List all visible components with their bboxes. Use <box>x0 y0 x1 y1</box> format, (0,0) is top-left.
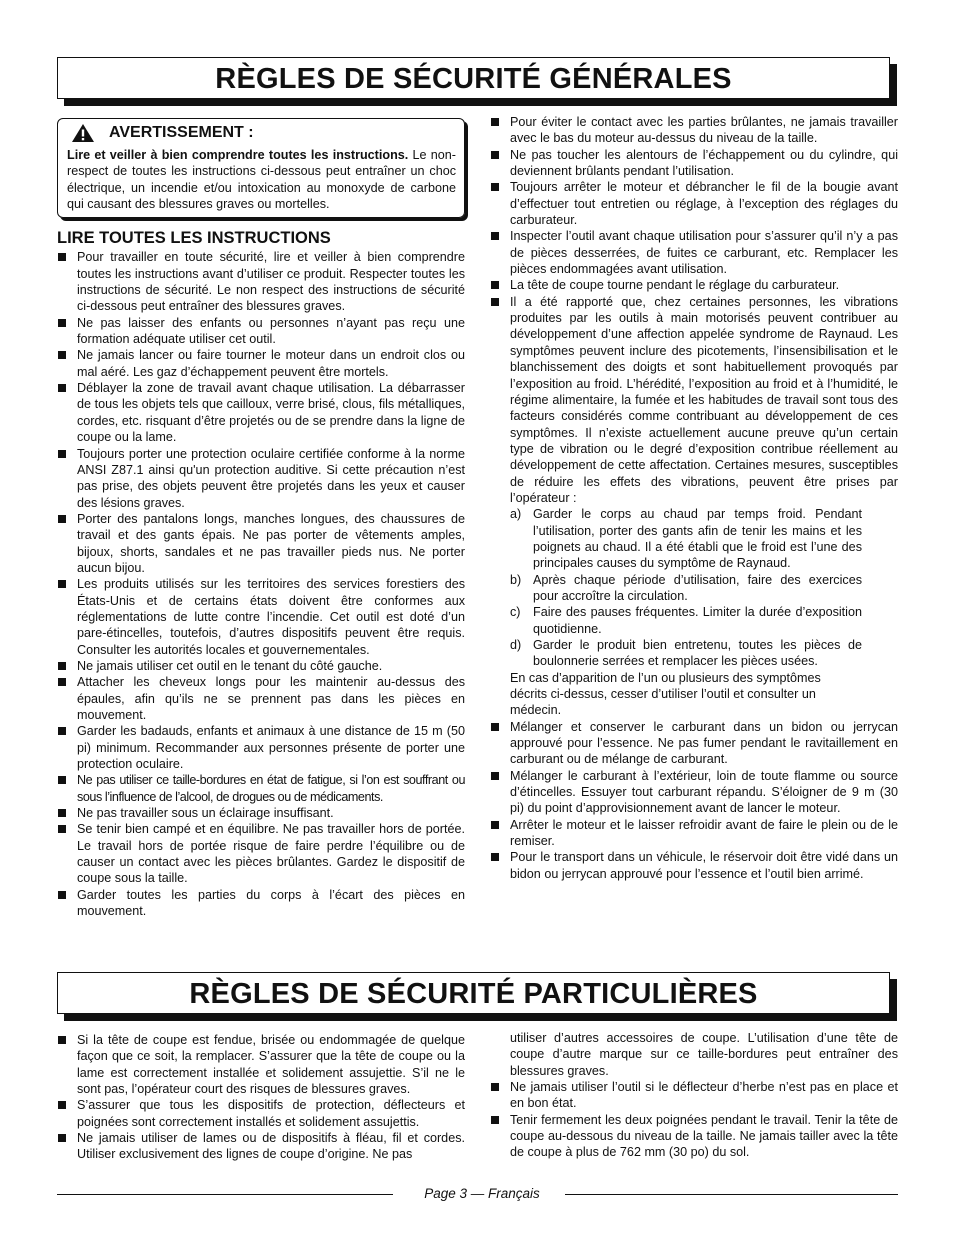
raynaud-measures-list <box>510 506 898 669</box>
list-item: Pour le transport dans un véhicule, le réservoir doit être vidé dans un bidon ou jerrycan approuvé pour l’essence et l’outil bien arrimé. <box>490 849 898 882</box>
list-item: Toujours arrêter le moteur et débrancher le fil de la bougie avant d’effectuer tout entretien ou réglage, à l’exception des réglages du carburateur. <box>490 179 898 228</box>
list-item: Ne jamais utiliser l’outil si le déflecteur d’herbe n’est pas en place et en bon état. <box>490 1079 898 1112</box>
measure-letter: a) <box>510 507 522 522</box>
measure-text: Garder le produit bien entretenu, toutes les pièces de boulonnerie serrées et remplacer les pièces usées. <box>533 638 862 669</box>
list-item: Inspecter l’outil avant chaque utilisation pour s’assurer qu’il n’y a pas de pièces desserrées, de fuites ce carburant, etc. Remplacer les pièces endommagées avant utilisation. <box>490 228 898 277</box>
list-item: Ne jamais utiliser de lames ou de dispositifs à fléau, fil et cordes. Utiliser exclusivement des lignes de coupe d’origine. Ne pas <box>57 1130 465 1163</box>
measure-letter: d) <box>510 638 522 652</box>
list-item: Ne pas travailler sous un éclairage insuffisant. <box>57 805 465 821</box>
specific-rules-list-right <box>490 1030 898 1161</box>
general-rules-list-right <box>490 114 898 882</box>
list-item: Ne pas utiliser ce taille-bordures en état de fatigue, si l’on est souffrant ou sous l’influence de l’alcool, de drogues ou de médicaments. <box>57 772 465 805</box>
list-item: Tenir fermement les deux poignées pendant le travail. Tenir la tête de coupe au-dessous du niveau de la taille. Ne jamais tailler avec la tête de coupe à plus de 762 mm (30 po) du sol. <box>490 1112 898 1161</box>
list-item: Mélanger le carburant à l’extérieur, loin de toute flamme ou source d’étincelles. Essuyer tout carburant répandu. S’éloigner de 9 m (30 pi) du point d’approvisionnement avant de lancer le moteur. <box>490 768 898 817</box>
measure-letter: b) <box>510 572 522 587</box>
list-item: Garder les badauds, enfants et animaux à une distance de 15 m (50 pi) minimum. Recommander aux personnes présente de porter une protection oculaire. <box>57 723 465 772</box>
list-item: Ne pas toucher les alentours de l’échappement ou du cylindre, qui deviennent brûlants pendant l’utilisation. <box>490 147 898 180</box>
general-rules-list-left <box>57 249 465 919</box>
list-item: Déblayer la zone de travail avant chaque utilisation. La débarrasser de tous les objets tels que cailloux, verre brisé, clous, fils métalliques, cordes, etc. risquant d’être projetés ou de se prendre dans la ligne de coupe ou la lame. <box>57 380 465 445</box>
list-item: Les produits utilisés sur les territoires des services forestiers des États-Unis et de certains états doivent être conformes aux réglementations de lutte contre l’incendie. Cet outil est doté d’un pare-étincelles, toutefois, d’autres dispositifs peuvent être requis. Consulter les autorités locales et gouvernementales. <box>57 576 465 658</box>
list-item: La tête de coupe tourne pendant le réglage du carburateur. <box>490 277 898 293</box>
warning-header <box>67 123 456 143</box>
list-item: Se tenir bien campé et en équilibre. Ne pas travailler hors de portée. Le travail hors de portée risque de faire perdre l’équilibre ou de causer un contact avec les pièces brûlantes. Gardez le dispositif de coupe sous la taille. <box>57 821 465 886</box>
read-all-instructions-heading: LIRE TOUTES LES INSTRUCTIONS <box>57 229 331 248</box>
list-item: Porter des pantalons longs, manches longues, des chaussures de travail et des gants épais. Ne pas porter de vêtements amples, bijoux, shorts, sandales et ne pas travailler pieds nus. Ne porter aucun bijou. <box>57 511 465 576</box>
raynaud-measure <box>510 506 862 571</box>
specific-safety-rules-title: RÈGLES DE SÉCURITÉ PARTICULIÈRES <box>189 978 758 1010</box>
warning-title: AVERTISSEMENT : <box>109 124 254 141</box>
list-item: Si la tête de coupe est fendue, brisée ou endommagée de quelque façon que ce soit, la remplacer. S’assurer que la tête de coupe ou la lame est correctement installée et solidement assujettie. S’il ne le sont pas, l’opérateur court des risques de blessures graves. <box>57 1032 465 1097</box>
list-item: Garder toutes les parties du corps à l’écart des pièces en mouvement. <box>57 887 465 920</box>
list-item: Toujours porter une protection oculaire certifiée conforme à la norme ANSI Z87.1 ainsi qu'un protection auditive. Si cette précaution n’est pas prise, des objets peuvent être projetés dans les yeux et causer des lésions graves. <box>57 446 465 511</box>
raynaud-measure <box>510 637 862 670</box>
specific-rules-list-left <box>57 1032 465 1163</box>
raynaud-measure <box>510 604 862 637</box>
list-item: Mélanger et conserver le carburant dans un bidon ou jerrycan approuvé pour l’essence. Ne pas fumer pendant le ravitaillement en carburant ou de mélange de carburant. <box>490 719 898 768</box>
specific-safety-rules-banner <box>57 972 890 1014</box>
measure-text: Faire des pauses fréquentes. Limiter la durée d’exposition quotidienne. <box>533 605 862 636</box>
page-footer <box>57 1186 898 1202</box>
footer-rule-right <box>565 1194 898 1195</box>
general-safety-rules-banner <box>57 57 890 99</box>
raynaud-measure <box>510 572 862 605</box>
list-item-continued: utiliser d’autres accessoires de coupe. L’utilisation d’une tête de coupe d’autre marque sur ce taille-bordures peut entraîner des blessures graves. <box>510 1031 898 1078</box>
list-item: Ne pas laisser des enfants ou personnes n’ayant pas reçu une formation adéquate utiliser cet outil. <box>57 315 465 348</box>
measure-letter: c) <box>510 605 521 620</box>
list-item: Ne jamais utiliser cet outil en le tenant du côté gauche. <box>57 658 465 674</box>
list-item: Attacher les cheveux longs pour les maintenir au-dessus des épaules, afin qu’ils ne se prennent pas dans les pièces en mouvement. <box>57 674 465 723</box>
measure-text: Garder le corps au chaud par temps froid. Pendant l’utilisation, porter des gants afin de tenir les mains et les poignets au chaud. Il a été établi que le froid est l’une des principales causes du symptôme de Raynaud. <box>533 507 862 571</box>
list-item: Arrêter le moteur et le laisser refroidir avant de faire le plein ou de le remiser. <box>490 817 898 850</box>
warning-text <box>67 147 456 212</box>
list-item: Ne jamais lancer ou faire tourner le moteur dans un endroit clos ou mal aéré. Les gaz d’échappement peuvent être mortels. <box>57 347 465 380</box>
specific-right-column <box>490 1030 898 1161</box>
raynaud-paragraph: Il a été rapporté que, chez certaines personnes, les vibrations produites par les outils à main motorisés peuvent contribuer au développement d’une affection appelée syndrome de Raynaud. Les symptômes peuvent inclure des picotements, l’insensibilisation et le blanchissement des doigts et sont habituellement provoqués par l’exposition au froid. L’hérédité, l’exposition au froid et à l’humidité, le régime alimentaire, la fumée et les habitudes de travail sont tous des facteurs considérés comme contribuant au développement de ces symptômes. Il n’existe actuellement aucune preuve qu’un certain type de vibration ou le degré d’exposition contribue réellement au développement de cette affectation. Certaines mesures, susceptibles de réduire les effets des vibrations, peuvent être prises par l’opérateur : <box>510 294 898 505</box>
warning-rest: Le non-respect de toutes les instructions ci-dessous peut entraîner un choc électrique, un incendie et/ou intoxication au monoxyde de carbone qui causant des blessures graves ou mortelles. <box>67 148 457 212</box>
raynaud-consult-doctor: En cas d’apparition de l’un ou plusieurs des symptômes décrits ci-dessus, cesser d’utiliser l’outil et consulter un médecin. <box>510 670 821 718</box>
general-safety-rules-title: RÈGLES DE SÉCURITÉ GÉNÉRALES <box>215 63 732 95</box>
page-number: Page 3 — Français <box>424 1186 540 1201</box>
measure-text: Après chaque période d’utilisation, faire des exercices pour accroître la circulation. <box>533 572 862 603</box>
warning-triangle-icon <box>71 123 95 143</box>
list-item: S’assurer que tous les dispositifs de protection, déflecteurs et poignées sont correctement installés et solidement assujettis. <box>57 1097 465 1130</box>
list-item: Pour travailler en toute sécurité, lire et veiller à bien comprendre toutes les instructions avant d’utiliser ce produit. Respecter toutes les instructions de sécurité. Le non respect des instructions de sécurité ci-dessous peut entraîner des blessures graves. <box>57 249 465 314</box>
warning-box <box>57 118 465 218</box>
right-column <box>490 114 898 882</box>
footer-rule-left <box>57 1194 393 1195</box>
left-column <box>57 118 465 919</box>
list-item <box>490 294 898 719</box>
list-item: Pour éviter le contact avec les parties brûlantes, ne jamais travailler avec le bas du moteur au-dessus du niveau de la taille. <box>490 114 898 147</box>
specific-left-column <box>57 1032 465 1163</box>
warning-lead: Lire et veiller à bien comprendre toutes les instructions. <box>67 148 409 162</box>
